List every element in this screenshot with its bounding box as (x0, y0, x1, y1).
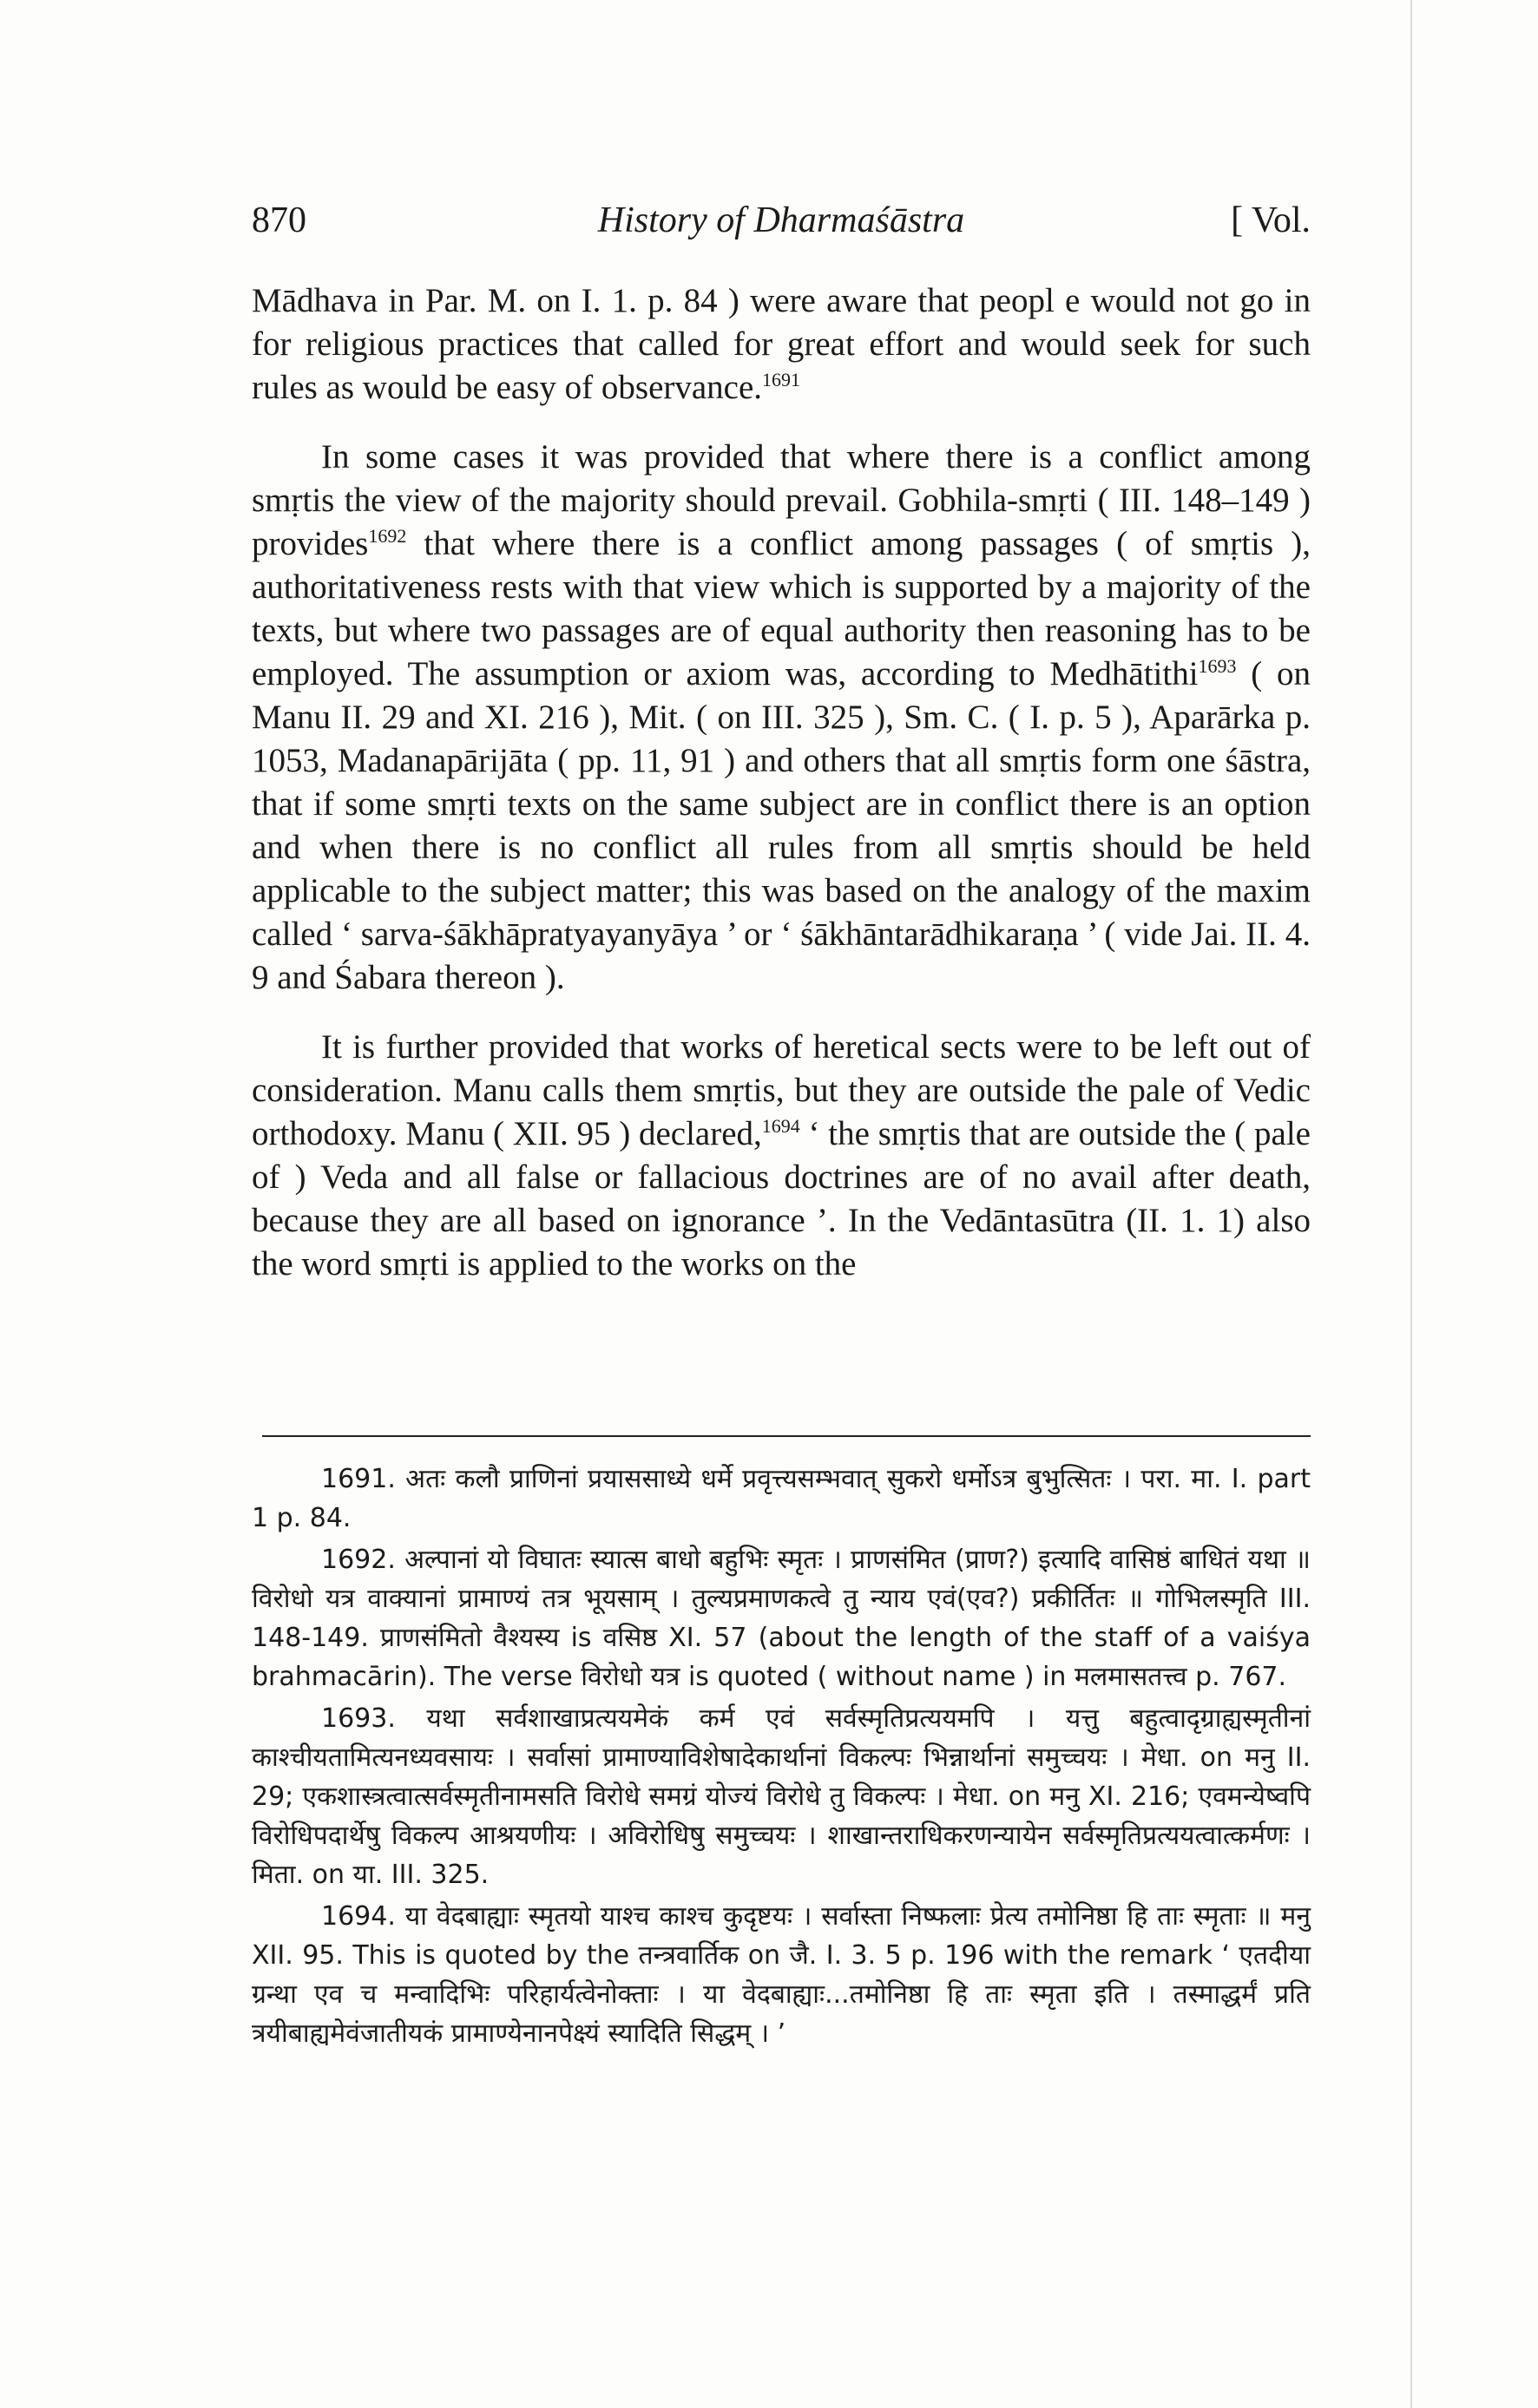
paragraph-2 (252, 436, 1311, 1000)
footnote-1694: 1694. या वेदबाह्याः स्मृतयो याश्च काश्च कुदृष्टयः । सर्वास्ता निष्फलाः प्रेत्य तमोनिष्ठा हि ताः स्मृताः ॥ मनु XII. 95. This is quoted by the तन्त्रवार्तिक on जै. I. 3. 5 p. 196 with the remark ‘ एतदीया ग्रन्था एव च मन्वादिभिः परिहार्यत्वेनोक्ताः । या वेदबाह्याः...तमोनिष्ठा हि ताः स्मृता इति । तस्माद्धर्मं प्रति त्रयीबाह्यमेवंजातीयकं प्रामाण्येनानपेक्ष्यं स्यादिति सिद्धम् । ’ (252, 1901, 1311, 2049)
footnote-1691: 1691. अतः कलौ प्राणिनां प्रयाससाध्ये धर्मे प्रवृत्त्यसम्भवात् सुकरो धर्मोऽत्र बुभुत्सितः । परा. मा. I. part 1 p. 84. (252, 1464, 1311, 1533)
paragraph-2-text-a: In some cases it was provided that where there is a conflict among smṛtis the view of the majority should prevail. Gobhila-smṛti ( III. 148–149 ) provides (252, 438, 1311, 562)
paragraph-1 (252, 279, 1311, 410)
footnote-ref-1691: 1691 (762, 369, 801, 390)
running-title: History of Dharmaśāstra (597, 200, 965, 240)
footnote-ref-1692: 1692 (368, 525, 407, 547)
footnotes (252, 1460, 1311, 2056)
footnote-1693: 1693. यथा सर्वशाखाप्रत्ययमेकं कर्म एवं सर्वस्मृतिप्रत्ययमपि । यत्तु बहुत्वादृग्राह्यस्मृतीनां काश्चीयतामित्यनध्यवसायः । सर्वासां प्रामाण्याविशेषादेकार्थानां विकल्पः भिन्नार्थानां समुच्चयः । मेधा. on मनु II. 29; एकशास्त्रत्वात्सर्वस्मृतीनामसति विरोधे समग्रं योज्यं विरोधे तु विकल्पः । मेधा. on मनु XI. 216; एवमन्येष्वपि विरोधिपदार्थेषु विकल्प आश्रयणीयः । अविरोधिषु समुच्चयः । शाखान्तराधिकरणन्यायेन सर्वस्मृतिप्रत्ययत्वात्कर्मणः । मिता. on या. III. 325. (252, 1703, 1311, 1890)
footnote-ref-1693: 1693 (1198, 655, 1237, 677)
paragraph-3-text-b: ‘ the smṛtis that are outside the ( pale of ) Veda and all false or fallacious doctrines are of no avail after death, because they are all based on ignorance ’. In the Vedāntasūtra (II. 1. 1) also the word smṛti is applied to the works on the (252, 1115, 1311, 1283)
paragraph-1-text: Mādhava in Par. M. on I. 1. p. 84 ) were aware that peopl e would not go in for religious practices that called for great effort and would seek for such rules as would be easy of observance. (252, 282, 1311, 406)
main-text (252, 279, 1311, 1312)
paragraph-3 (252, 1026, 1311, 1286)
page-edge-line (1410, 0, 1412, 2408)
footnote-1692: 1692. अल्पानां यो विघातः स्यात्स बाधो बहुभिः स्मृतः । प्राणसंमित (प्राण?) इत्यादि वासिष्ठं बाधितं यथा ॥ विरोधो यत्र वाक्यानां प्रामाण्यं तत्र भूयसाम् । तुल्यप्रमाणकत्वे तु न्याय एवं(एव?) प्रकीर्तितः ॥ गोभिलस्मृति III. 148-149. प्राणसंमितो वैश्यस्य is वसिष्ठ XI. 57 (about the length of the staff of a vaiśya brahmacārin). The verse विरोधो यत्र is quoted ( without name ) in मलमासतत्त्व p. 767. (252, 1545, 1311, 1692)
running-header (252, 200, 1311, 252)
paragraph-2-text-c: ( on Manu II. 29 and XI. 216 ), Mit. ( on III. 325 ), Sm. C. ( I. p. 5 ), Aparārka p. 1053, Madanapārijāta ( pp. 11, 91 ) and others that all smṛtis form one śāstra, that if some smṛti texts on the same subject are in conflict there is an option and when there is no conflict all rules from all smṛtis should be held applicable to the subject matter; this was based on the analogy of the maxim called ‘ sarva-śākhāpratyayanyāya ’ or ‘ śākhāntarādhikaraṇa ’ ( vide Jai. II. 4. 9 and Śabara thereon ). (252, 655, 1311, 996)
volume-label: [ Vol. (1231, 200, 1311, 240)
footnote-ref-1694: 1694 (761, 1115, 800, 1137)
paragraph-2-text-b: that where there is a conflict among passages ( of smṛtis ), authoritativeness rests with that view which is supported by a majority of the texts, but where two passages are of equal authority then reasoning has to be employed. The assumption or axiom was, according to Medhātithi (252, 525, 1311, 692)
paragraph-3-text-a: It is further provided that works of heretical sects were to be left out of consideration. Manu calls them smṛtis, but they are outside the pale of Vedic orthodoxy. Manu ( XII. 95 ) declared, (252, 1028, 1311, 1152)
page-number: 870 (252, 200, 306, 240)
footnote-divider (262, 1435, 1311, 1437)
